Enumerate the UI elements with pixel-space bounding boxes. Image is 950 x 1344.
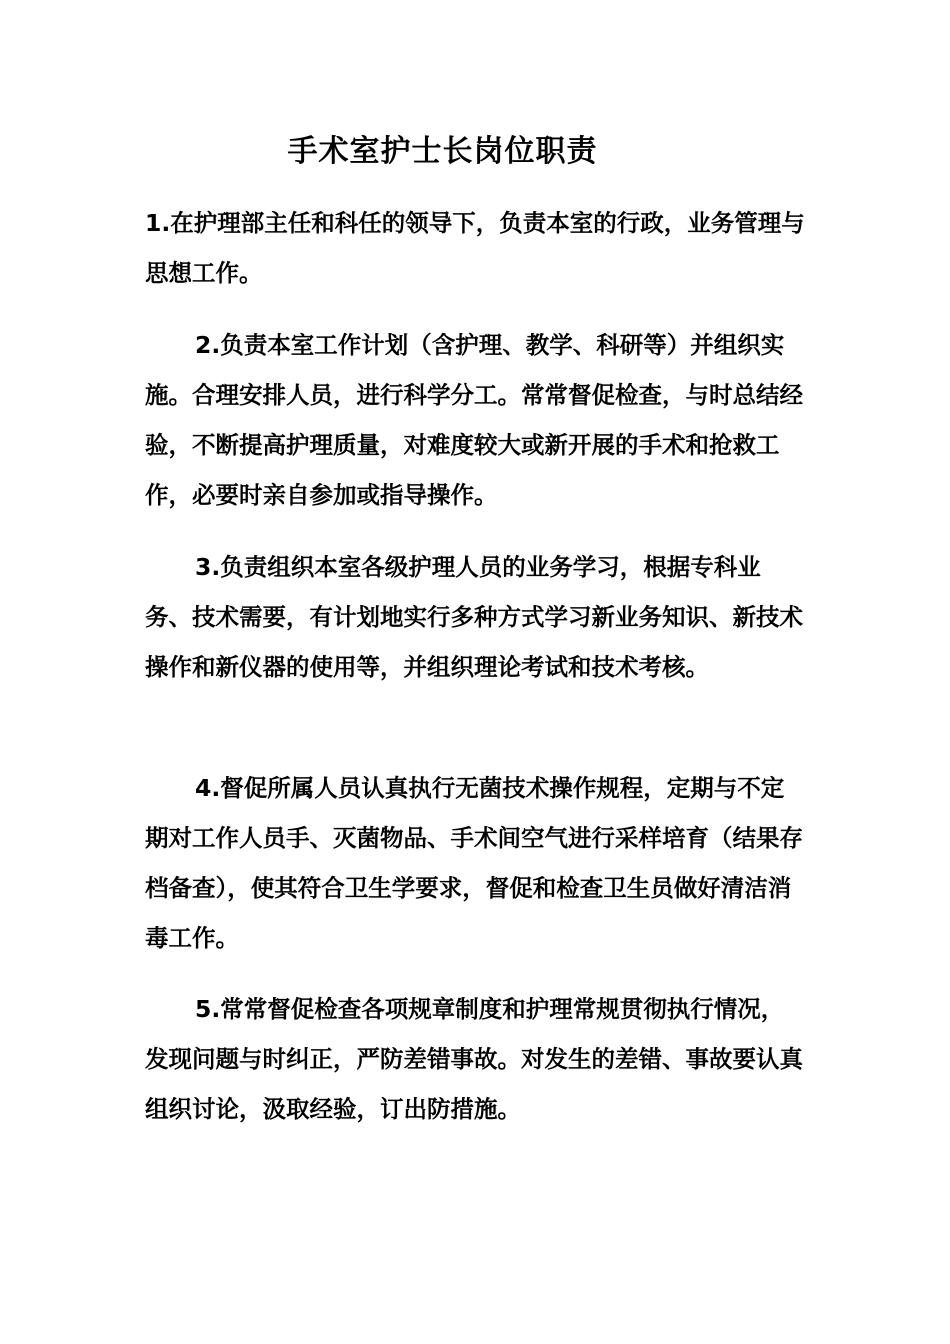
duty-paragraph-4: 4.督促所属人员认真执行无菌技术操作规程，定期与不定期对工作人员手、灭菌物品、手术间空气进行采样培育（结果存档备查），使其符合卫生学要求，督促和检查卫生员做好清洁消毒工作。 [145,774,803,952]
duty-paragraph-3: 3.负责组织本室各级护理人员的业务学习，根据专科业务、技术需要，有计划地实行多种方式学习新业务知识、新技术操作和新仪器的使用等，并组织理论考试和技术考核。 [145,553,803,681]
duty-paragraph-5: 5.常常督促检查各项规章制度和护理常规贯彻执行情况，发现问题与时纠正，严防差错事故。对发生的差错、事故要认真组织讨论，汲取经验，订出防措施。 [145,995,803,1123]
duty-paragraph-1: 1.在护理部主任和科任的领导下，负责本室的行政，业务管理与思想工作。 [145,209,805,287]
duty-paragraph-2: 2.负责本室工作计划（含护理、教学、科研等）并组织实施。合理安排人员，进行科学分工。常常督促检查，与时总结经验，不断提高护理质量，对难度较大或新开展的手术和抢救工作，必要时亲自参加或指导操作。 [145,331,803,509]
document-title: 手术室护士长岗位职责 [287,134,598,169]
